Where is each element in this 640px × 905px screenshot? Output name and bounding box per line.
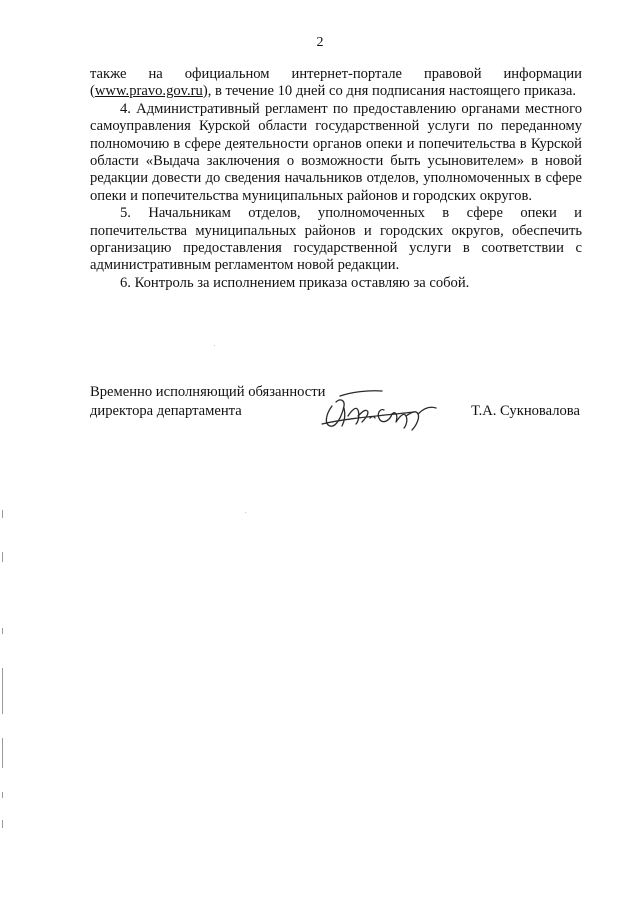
- scan-mark: [2, 510, 3, 518]
- signatory-title-line-2: директора департамента: [90, 403, 242, 419]
- handwritten-signature: [318, 386, 448, 432]
- signatory-name: Т.А. Сукновалова: [471, 403, 580, 419]
- paragraph-continuation: [90, 66, 582, 101]
- scan-speck: [245, 512, 246, 513]
- paragraph-item-6: 6. Контроль за исполнением приказа оставляю за собой.: [120, 274, 470, 291]
- signatory-title-line-1: Временно исполняющий обязанности: [90, 384, 326, 400]
- document-body: [90, 66, 582, 292]
- paragraph-text: ), в течение 10 дней со дня подписания настоящего приказа.: [202, 83, 576, 100]
- paragraph-text: также на официальном интернет-портале правовой информации (: [90, 66, 582, 100]
- paragraph-item-4: 4. Административный регламент по предоставлению органами местного самоуправления Курской области государственной услуги по переданному полномочию в сфере деятельности органов опеки и попечительства в Курской области «Выдача заключения о возможности быть усыновителем» в новой редакции довести до сведения начальников отделов, уполномоченных в сфере опеки и попечительства муниципальных районов и городских округов.: [90, 100, 582, 204]
- scan-mark: [2, 820, 3, 828]
- signature-block: [90, 383, 582, 443]
- page-number: 2: [316, 35, 324, 50]
- scan-mark: [2, 628, 3, 634]
- scan-margin-marks: [0, 490, 6, 850]
- scan-speck: [214, 345, 215, 346]
- scan-mark: [2, 552, 3, 562]
- scan-mark: [2, 792, 3, 798]
- scan-mark: [2, 738, 3, 768]
- signatory-title: [90, 383, 325, 421]
- pravo-link[interactable]: www.pravo.gov.ru: [94, 83, 203, 100]
- paragraph-item-5: 5. Начальникам отделов, уполномоченных в сфере опеки и попечительства муниципальных районов и городских округов, обеспечить организацию предоставления государственной услуги в соответствии с административным регламентом новой редакции.: [90, 205, 582, 274]
- scan-mark: [2, 668, 3, 714]
